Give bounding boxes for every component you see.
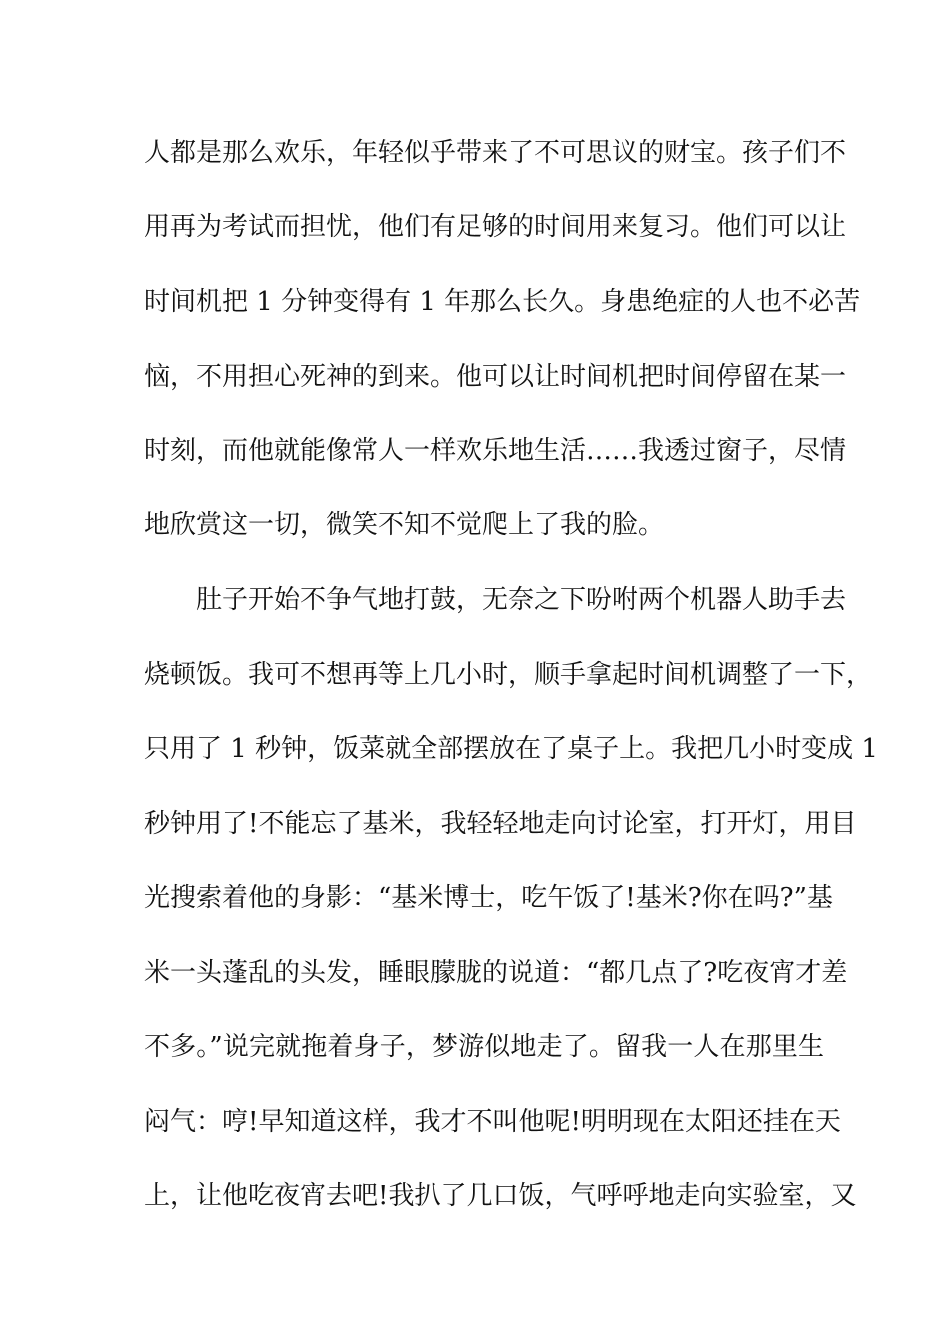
text-line: 人都是那么欢乐，年轻似乎带来了不可思议的财宝。孩子们不 — [144, 138, 847, 168]
text-line: 光搜索着他的身影：“基米博士，吃午饭了!基米?你在吗?”基 — [144, 883, 833, 913]
text-line: 时间机把 1 分钟变得有 1 年那么长久。身患绝症的人也不必苦 — [144, 287, 861, 317]
text-line: 米一头蓬乱的头发，睡眼朦胧的说道：“都几点了?吃夜宵才差 — [144, 958, 848, 988]
text-line: 肚子开始不争气地打鼓，无奈之下吩咐两个机器人助手去 — [196, 585, 847, 615]
text-line: 秒钟用了!不能忘了基米，我轻轻地走向讨论室，打开灯，用目 — [144, 809, 857, 839]
text-line: 烧顿饭。我可不想再等上几小时，顺手拿起时间机调整了一下， — [144, 660, 873, 690]
text-line: 闷气：哼!早知道这样，我才不叫他呢!明明现在太阳还挂在天 — [144, 1107, 841, 1137]
text-line: 不多。”说完就拖着身子，梦游似地走了。留我一人在那里生 — [144, 1032, 824, 1062]
text-line: 上，让他吃夜宵去吧!我扒了几口饭，气呼呼地走向实验室，又 — [144, 1181, 857, 1211]
text-line: 只用了 1 秒钟，饭菜就全部摆放在了桌子上。我把几小时变成 1 — [144, 734, 878, 764]
text-line: 地欣赏这一切，微笑不知不觉爬上了我的脸。 — [144, 510, 665, 540]
text-line: 时刻，而他就能像常人一样欢乐地生活……我透过窗子，尽情 — [144, 436, 847, 466]
text-line: 用再为考试而担忧，他们有足够的时间用来复习。他们可以让 — [144, 212, 847, 242]
text-line: 恼，不用担心死神的到来。他可以让时间机把时间停留在某一 — [144, 362, 847, 392]
